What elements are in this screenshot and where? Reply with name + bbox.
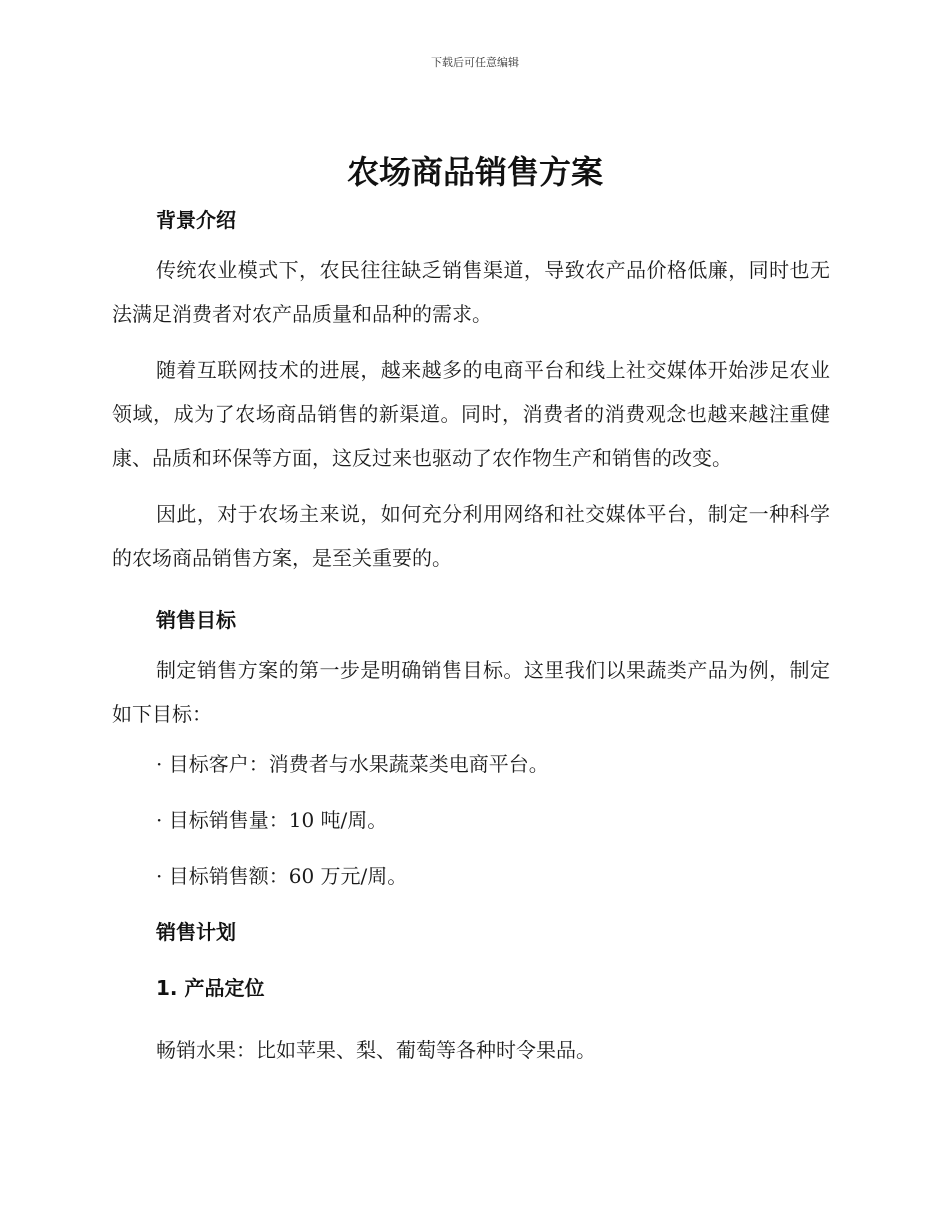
subsection-heading-positioning: 1. 产品定位 (156, 976, 265, 1000)
goal-bullet-revenue: · 目标销售额：60 万元/周。 (156, 864, 408, 888)
goal-bullet-volume: · 目标销售量：10 吨/周。 (156, 808, 388, 832)
section-heading-background: 背景介绍 (156, 208, 236, 232)
section-heading-plan: 销售计划 (156, 920, 236, 944)
goal-bullet-customers: · 目标客户：消费者与水果蔬菜类电商平台。 (156, 752, 549, 776)
background-paragraph-1: 传统农业模式下，农民往往缺乏销售渠道，导致农产品价格低廉，同时也无法满足消费者对农产品质量和品种的需求。 (112, 258, 830, 326)
goals-intro-paragraph: 制定销售方案的第一步是明确销售目标。这里我们以果蔬类产品为例，制定如下目标： (112, 658, 830, 726)
positioning-paragraph: 畅销水果：比如苹果、梨、葡萄等各种时令果品。 (156, 1038, 596, 1062)
document-title: 农场商品销售方案 (346, 153, 603, 191)
document-body (112, 204, 830, 1072)
section-heading-goals: 销售目标 (156, 608, 236, 632)
background-paragraph-2: 随着互联网技术的进展，越来越多的电商平台和线上社交媒体开始涉足农业领域，成为了农场商品销售的新渠道。同时，消费者的消费观念也越来越注重健康、品质和环保等方面，这反过来也驱动了农作物生产和销售的改变。 (112, 358, 830, 470)
header-note: 下载后可任意编辑 (431, 56, 519, 69)
background-paragraph-3: 因此，对于农场主来说，如何充分利用网络和社交媒体平台，制定一种科学的农场商品销售方案，是至关重要的。 (112, 502, 830, 570)
